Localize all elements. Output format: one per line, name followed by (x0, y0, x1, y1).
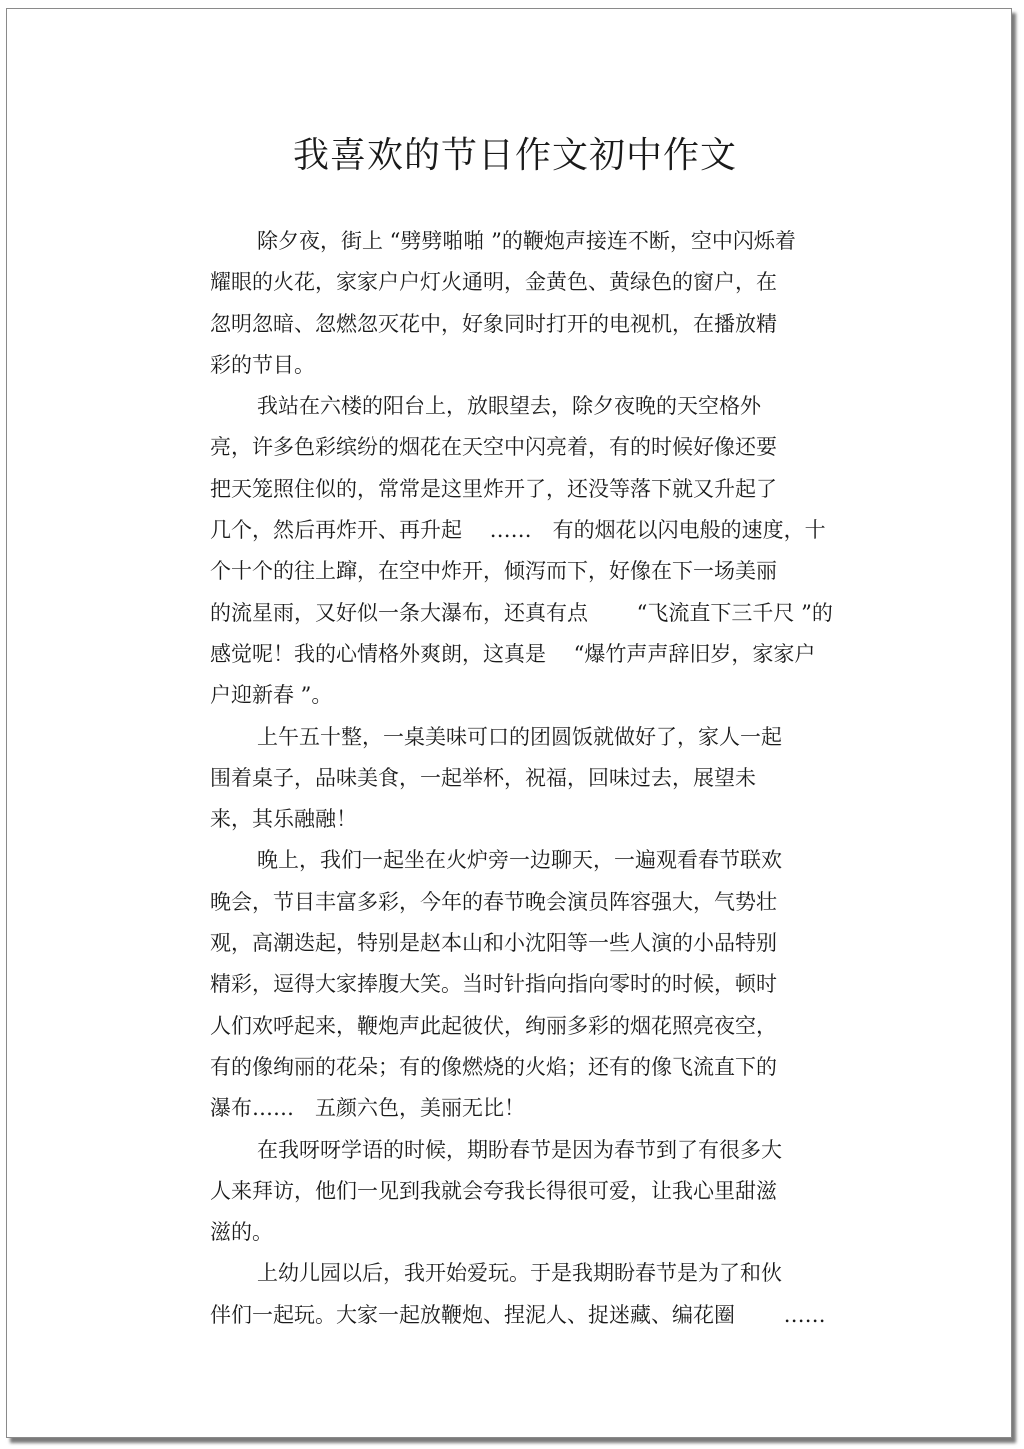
document-page (6, 8, 1012, 1438)
text-line: 上幼儿园以后，我开始爱玩。于是我期盼春节是为了和伙 (257, 1261, 782, 1286)
text-line: 观，高潮迭起，特别是赵本山和小沈阳等一些人演的小品特别 (210, 931, 777, 956)
text-line: 在我呀呀学语的时候，期盼春节是因为春节到了有很多大 (257, 1137, 782, 1162)
text-line: 耀眼的火花，家家户户灯火通明，金黄色、黄绿色的窗户，在 (210, 270, 777, 295)
text-line: 户迎新春 ”。 (210, 683, 333, 708)
text-line: 我站在六楼的阳台上，放眼望去，除夕夜晚的天空格外 (257, 394, 761, 419)
paragraph-4 (210, 840, 890, 1129)
paragraph-3 (210, 717, 890, 841)
text-line: 上午五十整，一桌美味可口的团圆饭就做好了，家人一起 (257, 724, 782, 749)
text-line: 晚会，节目丰富多彩，今年的春节晚会演员阵容强大，气势壮 (210, 889, 777, 914)
text-line: 个十个的往上蹿，在空中炸开，倾泻而下，好像在下一场美丽 (210, 559, 777, 584)
text-line: 感觉呢！我的心情格外爽朗，这真是 “爆竹声声辞旧岁，家家户 (210, 641, 816, 666)
text-line: 人们欢呼起来，鞭炮声此起彼伏，绚丽多彩的烟花照亮夜空， (210, 1013, 777, 1038)
text-line: 把天笼照住似的，常常是这里炸开了，还没等落下就又升起了 (210, 476, 777, 501)
document-title: 我喜欢的节日作文初中作文 (292, 135, 737, 176)
text-line: 伴们一起玩。大家一起放鞭炮、捏泥人、捉迷藏、编花圈 …… (210, 1302, 826, 1327)
paragraph-6 (210, 1253, 890, 1336)
text-line: 除夕夜，街上 “劈劈啪啪 ”的鞭炮声接连不断，空中闪烁着 (257, 229, 796, 253)
paragraph-5 (210, 1130, 890, 1254)
paragraph-1 (210, 221, 890, 386)
text-line: 瀑布…… 五颜六色，美丽无比！ (210, 1096, 525, 1121)
text-line: 的流星雨，又好似一条大瀑布，还真有点 “飞流直下三千尺 ”的 (210, 600, 833, 625)
text-line: 来，其乐融融！ (210, 807, 357, 832)
text-line: 人来拜访，他们一见到我就会夸我长得很可爱，让我心里甜滋 (210, 1178, 777, 1203)
text-line: 滋的。 (210, 1220, 273, 1245)
text-line: 亮，许多色彩缤纷的烟花在天空中闪亮着，有的时候好像还要 (210, 435, 777, 460)
document-body (210, 221, 890, 1336)
text-line: 忽明忽暗、忽燃忽灭花中，好象同时打开的电视机，在播放精 (210, 311, 777, 336)
text-line: 彩的节目。 (210, 352, 315, 377)
text-line: 有的像绚丽的花朵；有的像燃烧的火焰；还有的像飞流直下的 (210, 1054, 777, 1079)
text-line: 精彩，逗得大家捧腹大笑。当时针指向指向零时的时候，顿时 (210, 972, 777, 997)
text-line: 晚上，我们一起坐在火炉旁一边聊天，一遍观看春节联欢 (257, 848, 782, 873)
paragraph-2 (210, 386, 890, 716)
text-line: 围着桌子，品味美食，一起举杯，祝福，回味过去，展望未 (210, 765, 756, 790)
text-line: 几个，然后再炸开、再升起 …… 有的烟花以闪电般的速度，十 (210, 518, 826, 543)
